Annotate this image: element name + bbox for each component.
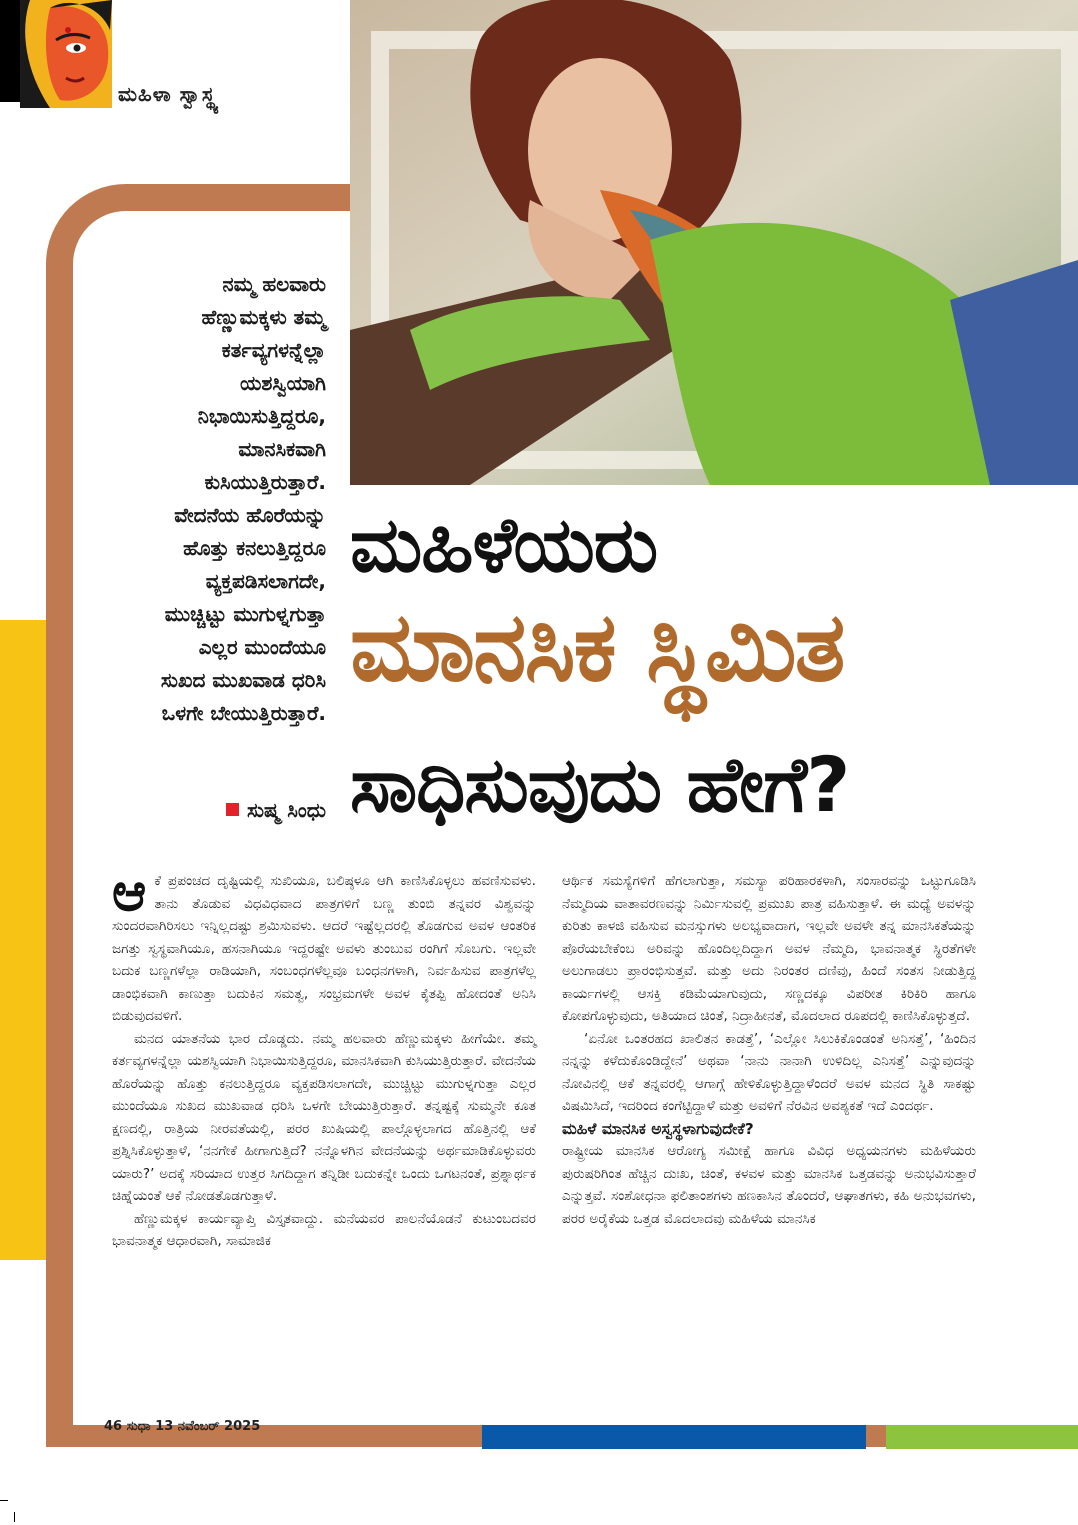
intro-line: ವ್ಯಕ್ತಪಡಿಸಲಾಗದೇ, [205, 569, 326, 593]
intro-line: ಮಾನಸಿಕವಾಗಿ [238, 437, 326, 461]
body-paragraph: ಮನದ ಯಾತನೆಯ ಭಾರ ದೊಡ್ಡದು. ನಮ್ಮ ಹಲವಾರು ಹೆಣ್ಣುಮಕ್ಕಳು ಹೀಗೆಯೇ. ತಮ್ಮ ಕರ್ತವ್ಯಗಳನ್ನೆಲ್ಲಾ ಯಶಸ್ವಿಯಾಗಿ ನಿಭಾಯಿಸುತ್ತಿದ್ದರೂ, ಮಾನಸಿಕವಾಗಿ ಕುಸಿಯುತ್ತಿರುತ್ತಾರೆ. ವೇದನೆಯ ಹೊರೆಯನ್ನು ಹೊತ್ತು ಕನಲುತ್ತಿದ್ದರೂ ವ್ಯಕ್ತಪಡಿಸಲಾಗದೇ, ಮುಚ್ಚಿಟ್ಟು ಮುಗುಳ್ನಗುತ್ತಾ ಎಲ್ಲರ ಮುಂದೆಯೂ ಸುಖದ ಮುಖವಾಡ ಧರಿಸಿ ಒಳಗೇ ಬೇಯುತ್ತಿರುತ್ತಾರೆ. ತನ್ನಷ್ಟಕ್ಕೆ ಸುಮ್ಮನೇ ಕೂತ ಕ್ಷಣದಲ್ಲಿ, ರಾತ್ರಿಯ ನೀರವತೆಯಲ್ಲಿ, ಪರರ ಖುಷಿಯಲ್ಲಿ ಪಾಲ್ಗೊಳ್ಳಲಾಗದ ಹೊತ್ತಿನಲ್ಲಿ ಆಕೆ ಪ್ರಶ್ನಿಸಿಕೊಳ್ಳುತ್ತಾಳೆ, ‘ನನಗೇಕೆ ಹೀಗಾಗುತ್ತಿದೆ? ನನ್ನೊಳಗಿನ ವೇದನೆಯನ್ನು ಅರ್ಥಮಾಡಿಕೊಳ್ಳುವರು ಯಾರು?’ ಅದಕ್ಕೆ ಸರಿಯಾದ ಉತ್ತರ ಸಿಗದಿದ್ದಾಗ ತನ್ನಿಡೀ ಬದುಕನ್ನೇ ಒಂದು ಒಗಟನಂತೆ, ಪ್ರಶ್ನಾರ್ಥಕ ಚಿಹ್ನೆಯಂತೆ ಆಕೆ ನೋಡತೊಡಗುತ್ತಾಳೆ. [112, 1030, 536, 1204]
intro-line: ಒಳಗೇ ಬೇಯುತ್ತಿರುತ್ತಾರೆ. [161, 701, 326, 725]
intro-pull-quote [96, 268, 326, 730]
intro-line: ಸುಖದ ಮುಖವಾಡ ಧರಿಸಿ [160, 668, 326, 692]
section-label: ಮಹಿಳಾ ಸ್ವಾಸ್ಥ್ಯ [118, 82, 220, 106]
headline-line-2: ಮಾನಸಿಕ ಸ್ಥಿಮಿತ [350, 591, 844, 703]
intro-line: ಹೊತ್ತು ಕನಲುತ್ತಿದ್ದರೂ [183, 536, 326, 560]
intro-line: ನಮ್ಮ ಹಲವಾರು [222, 272, 326, 296]
intro-line: ನಿಭಾಯಿಸುತ್ತಿದ್ದರೂ, [197, 404, 326, 428]
page-folio: 46 ಸುಧಾ 13 ನವೆಂಬರ್ 2025 [104, 1419, 261, 1434]
headline-line-1: ಮಹಿಳೆಯರು [350, 500, 658, 589]
blue-accent-bar [482, 1425, 866, 1449]
intro-line: ಮುಚ್ಚಿಟ್ಟು ಮುಗುಳ್ನಗುತ್ತಾ [164, 602, 326, 626]
intro-line: ವೇದನೆಯ ಹೊರೆಯನ್ನು [174, 503, 326, 527]
author-name: ಸುಷ್ಮ ಸಿಂಧು [246, 798, 326, 822]
body-paragraph: ಹೆಣ್ಣುಮಕ್ಕಳ ಕಾರ್ಯವ್ಯಾಪ್ತಿ ವಿಸ್ತೃತವಾದ್ದು. ಮನೆಯವರ ಪಾಲನೆಯೊಡನೆ ಕುಟುಂಬದವರ ಭಾವನಾತ್ಮಕ ಆಧಾರವಾಗಿ, ಸಾಮಾಜಿಕ [112, 1210, 536, 1249]
article-photo-woman [350, 0, 1078, 485]
section-logo-illustration [20, 0, 112, 108]
intro-line: ಕುಸಿಯುತ್ತಿರುತ್ತಾರೆ. [204, 470, 326, 494]
crop-mark [14, 1512, 15, 1522]
author-byline [150, 798, 326, 822]
headline-line-3: ಸಾಧಿಸುವುದು ಹೇಗೆ? [350, 740, 850, 829]
body-column-left [112, 863, 536, 1253]
body-paragraph: ಆರ್ಥಿಕ ಸಮಸ್ಯೆಗಳಿಗೆ ಹೆಗಲಾಗುತ್ತಾ, ಸಮಸ್ಯಾ ಪರಿಹಾರಕಳಾಗಿ, ಸಂಸಾರವನ್ನು ಒಟ್ಟುಗೂಡಿಸಿ ನೆಮ್ಮದಿಯ ವಾತಾವರಣವನ್ನು ನಿರ್ಮಿಸುವಲ್ಲಿ ಪ್ರಮುಖ ಪಾತ್ರ ವಹಿಸುತ್ತಾಳೆ. ಈ ಮಧ್ಯೆ ಅವಳನ್ನು ಕುರಿತು ಕಾಳಜಿ ವಹಿಸುವ ಮನಸ್ಸುಗಳು ಅಲಭ್ಯವಾದಾಗ, ಇಲ್ಲವೇ ಅವಳೇ ತನ್ನ ಮಾನಸಿಕತೆಯನ್ನು ಪೊರೆಯಬೇಕೆಂಬ ಅರಿವನ್ನು ಹೊಂದಿಲ್ಲದಿದ್ದಾಗ ಅವಳ ನೆಮ್ಮದಿ, ಭಾವನಾತ್ಮಕ ಸ್ಥಿರತೆಗಳೇ ಅಲುಗಾಡಲು ಪ್ರಾರಂಭಿಸುತ್ತವೆ. ಮತ್ತು ಅದು ನಿರಂತರ ದಣಿವು, ಹಿಂದೆ ಸಂತಸ ನೀಡುತ್ತಿದ್ದ ಕಾರ್ಯಗಳಲ್ಲಿ ಆಸಕ್ತಿ ಕಡಿಮೆಯಾಗುವುದು, ಸಣ್ಣದಕ್ಕೂ ವಿಪರೀತ ಕಿರಿಕಿರಿ ಹಾಗೂ ಕೋಪಗೊಳ್ಳುವುದು, ಅತಿಯಾದ ಚಿಂತೆ, ನಿದ್ರಾಹೀನತೆ, ಮೊದಲಾದ ರೂಪದಲ್ಲಿ ಕಾಣಿಸಿಕೊಳ್ಳುತ್ತದೆ. [562, 873, 976, 1024]
body-paragraph: ರಾಷ್ಟ್ರೀಯ ಮಾನಸಿಕ ಆರೋಗ್ಯ ಸಮೀಕ್ಷೆ ಹಾಗೂ ವಿವಿಧ ಅಧ್ಯಯನಗಳು ಮಹಿಳೆಯರು ಪುರುಷರಿಗಿಂತ ಹೆಚ್ಚಿನ ದುಃಖ, ಚಿಂತೆ, ಕಳವಳ ಮತ್ತು ಮಾನಸಿಕ ಒತ್ತಡವನ್ನು ಅನುಭವಿಸುತ್ತಾರೆ ಎನ್ನುತ್ತವೆ. ಸಂಶೋಧನಾ ಫಲಿತಾಂಶಗಳು ಹಣಕಾಸಿನ ತೊಂದರೆ, ಆಘಾತಗಳು, ಕಹಿ ಅನುಭವಗಳು, ಪರರ ಅರೈಕೆಯ ಒತ್ತಡ ಮೊದಲಾದವು ಮಹಿಳೆಯ ಮಾನಸಿಕ [562, 1143, 976, 1227]
body-paragraph [112, 863, 536, 1028]
body-column-right [562, 870, 976, 1230]
body-paragraph: ‘ಏನೋ ಒಂತರಹದ ಖಾಲಿತನ ಕಾಡತ್ತೆ’, ‘ಎಲ್ಲೋ ಸಿಲುಕಿಕೊಂಡಂತೆ ಅನಿಸತ್ತೆ’, ‘ಹಿಂದಿನ ನನ್ನನ್ನು ಕಳೆದುಕೊಂಡಿದ್ದೇನೆ’ ಅಥವಾ ‘ನಾನು ನಾನಾಗಿ ಉಳಿದಿಲ್ಲ ಎನಿಸತ್ತೆ’ ಎನ್ನುವುದನ್ನು ನೋವಿನಲ್ಲಿ ಆಕೆ ತನ್ನವರಲ್ಲಿ ಆಗಾಗ್ಗೆ ಹೇಳಿಕೊಳ್ಳುತ್ತಿದ್ದಾಳೆಂದರೆ ಅವಳ ಮನದ ಸ್ಥಿತಿ ಸಾಕಷ್ಟು ವಿಷಮಿಸಿದೆ, ಇದರಿಂದ ಕಂಗೆಟ್ಟಿದ್ದಾಳೆ ಮತ್ತು ಅವಳಿಗೆ ನೆರವಿನ ಅವಶ್ಯಕತೆ ಇದೆ ಎಂದರ್ಥ. [562, 1030, 976, 1114]
intro-line: ಹೆಣ್ಣುಮಕ್ಕಳು ತಮ್ಮ [201, 305, 326, 329]
body-paragraph-text: ಕೆ ಪ್ರಪಂಚದ ದೃಷ್ಟಿಯಲ್ಲಿ ಸುಖಿಯೂ, ಬಲಿಷ್ಠಳೂ ಆಗಿ ಕಾಣಿಸಿಕೊಳ್ಳಲು ಹವಣಿಸುವಳು. ತಾನು ತೊಡುವ ವಿಧವಿಧವಾದ ಪಾತ್ರಗಳಿಗೆ ಬಣ್ಣ ತುಂಬಿ ತನ್ನವರ ವಿಶ್ವವನ್ನು ಸುಂದರವಾಗಿರಿಸಲು ಇನ್ನಿಲ್ಲದಷ್ಟು ಶ್ರಮಿಸುವಳು. ಆದರೆ ಇಷ್ಟೆಲ್ಲದರಲ್ಲಿ ತೊಡಗುವ ಅವಳ ಆಂತರಿಕ ಜಗತ್ತು ಸ್ವಸ್ಥವಾಗಿಯೂ, ಹಸನಾಗಿಯೂ ಇದ್ದರಷ್ಟೇ ಅವಳು ತುಂಬುವ ರಂಗಿಗೆ ಸೊಬಗು. ಇಲ್ಲವೇ ಬದುಕ ಬಣ್ಣಗಳೆಲ್ಲಾ ರಾಡಿಯಾಗಿ, ಸಂಬಂಧಗಳೆಲ್ಲವೂ ಬಂಧನಗಳಾಗಿ, ನಿರ್ವಹಿಸುವ ಪಾತ್ರಗಳೆಲ್ಲ ಡಾಂಭಿಕವಾಗಿ ಕಾಣುತ್ತಾ ಬದುಕಿನ ಸಮತ್ವ, ಸಂಭ್ರಮಗಳೇ ಅವಳ ಕೈತಪ್ಪಿ ಹೋದಂತೆ ಅನಿಸಿ ಬಿಡುವುದವಳಿಗೆ. [112, 873, 536, 1024]
intro-line: ಎಲ್ಲರ ಮುಂದೆಯೂ [198, 635, 326, 659]
yellow-accent-bar [0, 620, 46, 1260]
author-marker-icon [226, 803, 239, 816]
crop-mark [0, 1500, 8, 1501]
subheading: ಮಹಿಳೆ ಮಾನಸಿಕ ಅಸ್ವಸ್ಥಳಾಗುವುದೇಕೆ? [562, 1119, 754, 1138]
green-accent-bar [886, 1425, 1078, 1449]
intro-line: ಕರ್ತವ್ಯಗಳನ್ನೆಲ್ಲಾ [221, 338, 326, 362]
dropcap: ಆ [112, 863, 147, 923]
intro-line: ಯಶಸ್ವಿಯಾಗಿ [240, 371, 326, 395]
